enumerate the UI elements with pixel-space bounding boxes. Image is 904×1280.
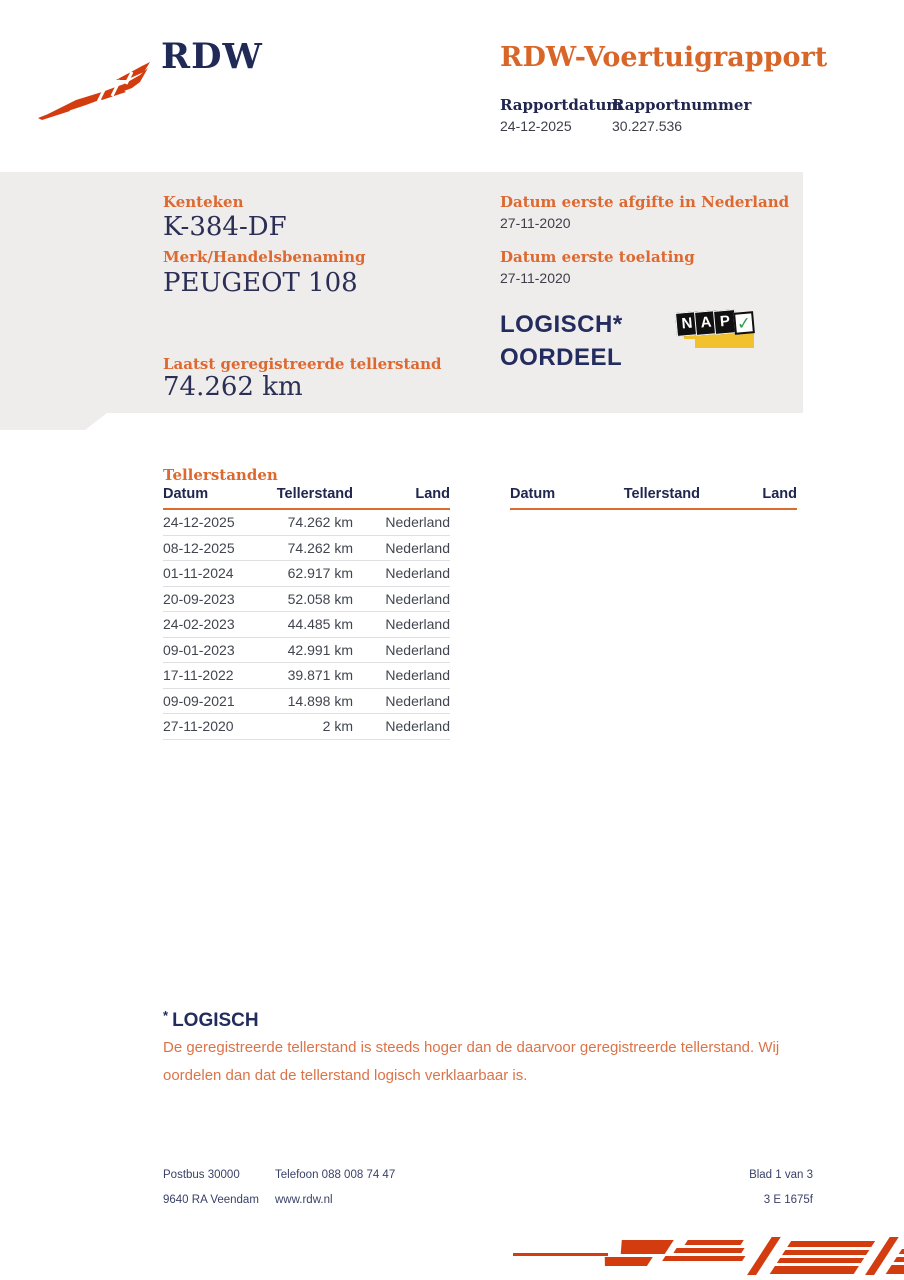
column-header-tellerstand: Tellerstand [276, 486, 353, 502]
column-header-datum: Datum [510, 486, 556, 502]
footer-city: 9640 RA Veendam [163, 1194, 259, 1206]
kenteken-value: K-384-DF [163, 212, 287, 242]
verdict-line1: LOGISCH* [500, 311, 623, 338]
table-row [163, 587, 450, 613]
table-row [163, 638, 450, 664]
rdw-feather-logo-icon [36, 50, 151, 122]
cell-datum: 01-11-2024 [163, 565, 234, 581]
footer-contact [275, 1163, 475, 1213]
footer-website: www.rdw.nl [275, 1194, 333, 1206]
cell-datum: 24-12-2025 [163, 514, 235, 530]
footnote-title [163, 1008, 259, 1032]
kenteken-label: Kenteken [163, 193, 244, 211]
nap-logo [676, 310, 760, 350]
report-number-label: Rapportnummer [612, 96, 752, 114]
table-row [163, 612, 450, 638]
cell-datum: 24-02-2023 [163, 616, 235, 632]
tellerstand-value: 74.262 km [163, 372, 303, 402]
footnote-asterisk: * [163, 1008, 169, 1023]
cell-datum: 09-09-2021 [163, 692, 235, 709]
cell-tellerstand: 74.262 km [287, 539, 353, 556]
column-header-land: Land [762, 486, 797, 502]
cell-tellerstand: 42.991 km [287, 641, 353, 658]
tellerstanden-table [163, 486, 450, 740]
toelating-label: Datum eerste toelating [500, 248, 695, 266]
page-title: RDW-Voertuigrapport [500, 42, 828, 73]
afgifte-label: Datum eerste afgifte in Nederland [500, 193, 790, 211]
footnote-text: De geregistreerde tellerstand is steeds hoger dan de daarvoor geregistreerde tellerstand. Wij oordelen dan dat de tellerstand logisch verklaarbaar is. [163, 1039, 780, 1084]
cell-tellerstand: 44.485 km [287, 616, 353, 632]
table-row [163, 536, 450, 562]
column-header-datum: Datum [163, 486, 209, 502]
nap-letter-n: N [675, 311, 699, 337]
report-date-value: 24-12-2025 [500, 118, 572, 134]
verdict-line2: OORDEEL [500, 344, 623, 371]
merk-value: PEUGEOT 108 [163, 268, 358, 298]
footer-page-info [663, 1163, 813, 1213]
cell-land: Nederland [385, 692, 450, 709]
cell-datum: 09-01-2023 [163, 641, 235, 658]
footer-form-code: 3 E 1675f [763, 1194, 813, 1206]
report-date-label: Rapportdatum [500, 96, 623, 114]
column-header-tellerstand: Tellerstand [623, 486, 700, 502]
nap-logo-notch [684, 339, 695, 348]
column-header-land: Land [415, 486, 450, 502]
cell-tellerstand: 74.262 km [287, 514, 353, 530]
cell-datum: 17-11-2022 [163, 667, 234, 683]
tellerstanden-table-2-header [510, 486, 797, 510]
cell-land: Nederland [385, 718, 450, 734]
cell-land: Nederland [385, 616, 450, 632]
tellerstanden-table-header [163, 486, 450, 510]
rdw-speedlines-banner-icon [505, 1232, 904, 1280]
verdict-text [500, 308, 623, 374]
cell-tellerstand: 39.871 km [287, 667, 353, 683]
cell-land: Nederland [385, 514, 450, 530]
report-number-value: 30.227.536 [612, 118, 683, 134]
cell-land: Nederland [385, 539, 450, 556]
cell-tellerstand: 52.058 km [287, 590, 353, 607]
footer-postbus: Postbus 30000 [163, 1169, 240, 1181]
cell-datum: 27-11-2020 [163, 718, 234, 734]
nap-letter-a: A [694, 310, 718, 336]
cell-tellerstand: 62.917 km [287, 565, 353, 581]
nap-letter-p: P [713, 309, 737, 335]
footer-page-indicator: Blad 1 van 3 [749, 1169, 813, 1181]
cell-tellerstand: 14.898 km [287, 692, 353, 709]
tellerstanden-table-2 [510, 486, 797, 510]
tellerstanden-table-body [163, 510, 450, 740]
table-row [163, 663, 450, 689]
table-row [163, 510, 450, 536]
cell-land: Nederland [385, 590, 450, 607]
nap-checkmark-icon: ✓ [733, 311, 755, 335]
cell-datum: 20-09-2023 [163, 590, 235, 607]
cell-land: Nederland [385, 565, 450, 581]
table-row [163, 689, 450, 715]
table-row [163, 714, 450, 740]
tellerstanden-section-title: Tellerstanden [163, 466, 278, 484]
footnote-title-text: LOGISCH [172, 1010, 259, 1031]
cell-land: Nederland [385, 667, 450, 683]
cell-tellerstand: 2 km [322, 718, 353, 734]
cell-land: Nederland [385, 641, 450, 658]
merk-label: Merk/Handelsbenaming [163, 248, 366, 266]
toelating-value: 27-11-2020 [500, 270, 571, 286]
footer-address [163, 1163, 273, 1213]
afgifte-value: 27-11-2020 [500, 215, 571, 231]
footer-phone: Telefoon 088 008 74 47 [275, 1169, 396, 1181]
cell-datum: 08-12-2025 [163, 539, 235, 556]
tellerstand-label: Laatst geregistreerde tellerstand [163, 355, 442, 373]
table-row [163, 561, 450, 587]
rdw-logo-wordmark: RDW [161, 36, 263, 77]
